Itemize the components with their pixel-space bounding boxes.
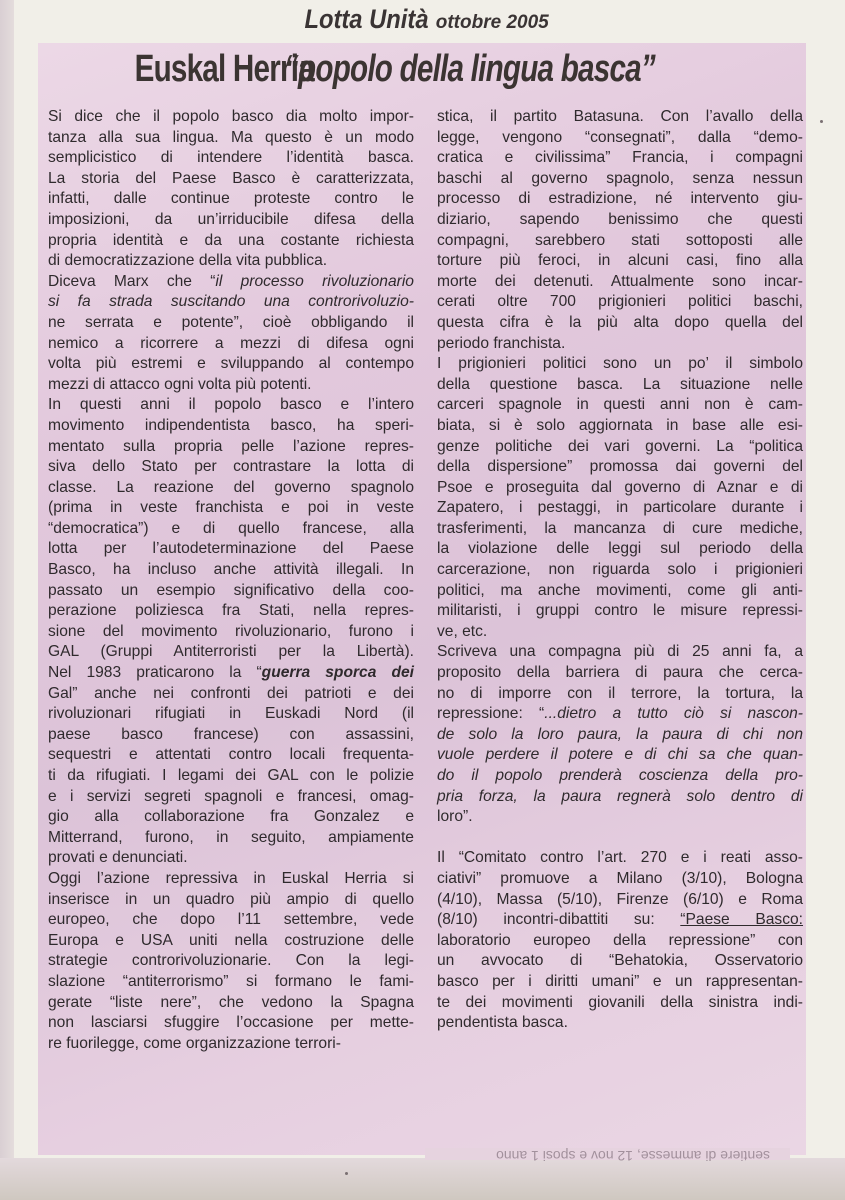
scan-speck: [345, 1172, 348, 1175]
text-run: Oggi l’azione repressiva in Euskal Herria si: [48, 869, 414, 887]
text-run: imposizioni, da un’irriducibile difesa della: [48, 210, 414, 228]
article-line: [437, 684, 803, 705]
article-line: [48, 189, 414, 210]
article-line: [48, 395, 414, 416]
article-line: [437, 519, 803, 540]
text-run: tanza alla sua lingua. Ma questo è un modo: [48, 128, 414, 146]
article-line: [48, 457, 414, 478]
text-run: anche nei confronti dei patrioti e dei: [77, 684, 414, 702]
notice-line: [437, 993, 803, 1014]
article-line: [48, 498, 414, 519]
text-run: (prima in veste franchista e poi in veste: [48, 499, 414, 517]
text-run: diziario, sapendo benissimo che questi: [437, 210, 803, 228]
text-run: ve, etc.: [437, 622, 488, 640]
article-line: [48, 1013, 414, 1034]
article-line: [48, 704, 414, 725]
article-line: [48, 622, 414, 643]
article-line: [437, 725, 803, 746]
text-run: Europa e USA uniti nella costruzione delle: [48, 931, 414, 949]
article-line: [437, 642, 803, 663]
notice-line: [437, 1013, 803, 1034]
article-line: [437, 663, 803, 684]
text-run: Il “Comitato contro l’art. 270 e i reati asso-: [437, 849, 803, 867]
notice-line: [437, 972, 803, 993]
article-line: [437, 787, 803, 808]
article-line: [48, 272, 414, 293]
article-line: [48, 972, 414, 993]
text-run: “democratica”) e di quello francese, alla: [48, 519, 414, 537]
article-line: [437, 704, 803, 725]
paragraph-gap: [437, 828, 803, 849]
text-run: Si dice che il popolo basco dia molto impor-: [48, 108, 414, 125]
article-line: [437, 128, 803, 149]
article-line: [437, 807, 803, 828]
text-run: loro: [437, 808, 464, 826]
notice-line: [437, 848, 803, 869]
text-run: non lasciarsi sfuggire l’occasione per mette-: [48, 1014, 414, 1032]
text-run: ...dietro a tutto ciò si nascon-: [544, 705, 804, 723]
text-run: proposito della barriera di paura che cerca-: [437, 664, 803, 682]
article-line: [48, 375, 414, 396]
text-run: semplicistico di intendere l’identità basca.: [48, 149, 414, 167]
text-run: re fuorilegge, come organizzazione terrori-: [48, 1034, 341, 1052]
notice-line: [437, 951, 803, 972]
text-run: morte dei detenuti. Attualmente sono incar-: [437, 272, 803, 290]
text-run: (8/10) incontri-dibattiti su:: [437, 911, 681, 929]
scan-bottom-edge: [0, 1158, 845, 1200]
text-run: si fa strada suscitando una controrivoluzio-: [48, 293, 414, 311]
article-line: [437, 601, 803, 622]
text-run: biata, si è solo aggiornata in base alle esi-: [437, 416, 803, 434]
text-run: I prigionieri politici sono un po’ il simbolo: [437, 355, 803, 373]
text-run: vuole perdere il potere e di chi sa che quan-: [437, 746, 803, 764]
text-run: La storia del Paese Basco è caratterizzata,: [48, 169, 414, 187]
text-run: militaristi, i gruppi contro le misure repressi-: [437, 602, 803, 620]
text-run: compagni, sarebbero stati sottoposti alle: [437, 231, 803, 249]
article-line: [437, 416, 803, 437]
text-run: carceri spagnole in questi anni non è cam-: [437, 396, 803, 414]
text-run: ciativi” promuove a Milano (3/10), Bologna: [437, 869, 803, 887]
article-line: [437, 107, 803, 128]
text-run: provati e denunciati.: [48, 849, 188, 867]
text-run: passato un esempio significativo della coo-: [48, 581, 414, 599]
article-line: [437, 395, 803, 416]
text-run: Nel 1983 praticarono la “: [48, 664, 262, 682]
text-run: pria forza, la paura regnerà solo dentro di: [437, 787, 803, 805]
page-header: [0, 4, 845, 35]
text-run: siva dello Stato per contrastare la lotta di: [48, 458, 414, 476]
text-run: de solo la loro paura, la paura di chi non: [437, 725, 803, 743]
article-line: [48, 951, 414, 972]
text-run: te dei movimenti giovanili della sinistra indi-: [437, 993, 803, 1011]
article-line: [437, 745, 803, 766]
text-run: baschi al governo spagnolo, senza nessun: [437, 169, 803, 187]
article-line: [437, 478, 803, 499]
article-line: [48, 663, 414, 684]
text-run: “Paese Basco:: [680, 911, 804, 929]
article-line: [48, 519, 414, 540]
article-line: [437, 210, 803, 231]
article-line: [437, 251, 803, 272]
text-run: Diceva Marx che “: [48, 272, 216, 290]
text-run: (4/10), Massa (5/10), Firenze (6/10) e Roma: [437, 890, 803, 908]
text-run: carcerazione, non riguarda solo i prigionieri: [437, 561, 803, 579]
article-line: [48, 910, 414, 931]
text-run: mentato sulla propria pelle l’azione repres-: [48, 437, 414, 455]
article-line: [437, 375, 803, 396]
article-line: [48, 231, 414, 252]
article-line: [48, 828, 414, 849]
text-run: della dispersione” promossa dai governi del: [437, 458, 803, 476]
article-line: [437, 334, 803, 355]
text-run: la violazione delle leggi sul periodo della: [437, 540, 803, 558]
notice-line: [437, 869, 803, 890]
article-line: [48, 313, 414, 334]
article-line: [48, 292, 414, 313]
article-line: [48, 210, 414, 231]
notice-line: [437, 890, 803, 911]
text-run: il processo rivoluzionario: [215, 272, 414, 290]
text-run: ”, cioè obbligando il: [233, 313, 414, 331]
text-run: movimento indipendentista basco, ha speri-: [48, 416, 414, 434]
article-line: [437, 622, 803, 643]
article-line: [48, 437, 414, 458]
text-run: lotta per l’autodeterminazione del Paese: [48, 540, 414, 558]
headline-italic: “popolo della lingua basca”: [284, 48, 656, 90]
article-line: [48, 1034, 414, 1055]
text-run: un avvocato di “Behatokia, Osservatorio: [437, 952, 803, 970]
article-line: [48, 848, 414, 869]
text-run: volta più estremi e sviluppando al contempo: [48, 355, 414, 373]
text-run: guerra sporca dei: [261, 664, 414, 682]
notice-line: [437, 931, 803, 952]
text-run: perazione poliziesca fra Stati, nella repres-: [48, 602, 414, 620]
article-column-left: [48, 107, 414, 1054]
text-run: inserisce in un quadro più ampio di quello: [48, 890, 414, 908]
notice-line: [437, 910, 803, 931]
article-line: [437, 354, 803, 375]
article-line: [48, 169, 414, 190]
headline-main: Euskal Herria: [134, 48, 314, 90]
article-line: [48, 581, 414, 602]
text-run: nemico a ricorrere a mezzi di difesa ogni: [48, 334, 414, 352]
article-line: [48, 601, 414, 622]
text-run: classe. La reazione del governo spagnolo: [48, 478, 414, 496]
article-line: [48, 745, 414, 766]
text-run: Scriveva una compagna più di 25 anni fa, a: [437, 643, 803, 661]
article-line: [437, 766, 803, 787]
article-line: [48, 787, 414, 808]
text-run: ”.: [463, 808, 473, 826]
article-line: [437, 169, 803, 190]
text-run: con: [755, 931, 803, 949]
article-line: [48, 478, 414, 499]
article-line: [437, 437, 803, 458]
text-run: sione del movimento rivoluzionario, furono i: [48, 622, 414, 640]
text-run: ti da rifugiati. I legami dei GAL con le polizie: [48, 767, 414, 784]
text-run: Basco, ha incluso anche attività illegali. In: [48, 561, 414, 579]
scan-speck: [820, 120, 823, 123]
text-run: legge, vengono “consegnati”, dalla “demo-: [437, 128, 803, 146]
article-line: [437, 292, 803, 313]
text-run: ne serrata e potente: [48, 313, 234, 331]
text-run: sequestri e attentati contro locali frequenta-: [48, 746, 414, 764]
article-line: [437, 581, 803, 602]
text-run: do il popolo prenderà coscienza della pro-: [437, 767, 803, 784]
article-line: [437, 539, 803, 560]
text-run: gerate “liste nere”, che vedono la Spagna: [48, 993, 414, 1011]
article-line: [48, 766, 414, 787]
text-run: della questione basca. La situazione nelle: [437, 375, 803, 393]
text-run: processo di estradizione, né intervento giu-: [437, 190, 803, 208]
text-run: e i servizi segreti spagnoli e francesi, omag-: [48, 787, 414, 805]
scan-left-edge: [0, 0, 14, 1200]
text-run: Gal”: [48, 684, 78, 702]
article-line: [48, 251, 414, 272]
text-run: europeo, che dopo l’11 settembre, vede: [48, 911, 414, 929]
text-run: gio alla collaborazione fra Gonzalez e: [48, 808, 414, 826]
bleed-through-text: sentiere di ammesse, 12 nov e sposi 1 anno: [496, 1148, 770, 1164]
article-line: [48, 684, 414, 705]
event-notice: [437, 848, 803, 1033]
text-run: propria identità e da una costante richiesta: [48, 231, 414, 249]
text-run: strategie controrivoluzionarie. Con la legi-: [48, 952, 414, 970]
text-run: torture più feroci, in alcuni casi, fino alla: [437, 252, 803, 270]
article-line: [48, 128, 414, 149]
article-line: [48, 890, 414, 911]
text-run: basco per i diritti umani” e un rappresentan-: [437, 972, 803, 990]
article-line: [48, 354, 414, 375]
text-run: repressione: “: [437, 705, 545, 723]
issue-date: ottobre 2005: [435, 12, 549, 33]
text-run: pendentista basca.: [437, 1014, 568, 1032]
article-line: [48, 416, 414, 437]
masthead: Lotta Unità: [304, 4, 429, 34]
article-line: [437, 498, 803, 519]
text-run: politici, ma anche movimenti, come gli anti-: [437, 581, 803, 599]
article-line: [48, 993, 414, 1014]
text-run: questa cifra è la più alta dopo quella del: [437, 313, 803, 331]
text-run: rivoluzionari rifugiati in Euskadi Nord (il: [48, 705, 414, 723]
article-line: [48, 869, 414, 890]
text-run: Psoe e proseguita dal governo di Aznar e di: [437, 478, 803, 496]
article-line: [48, 148, 414, 169]
text-run: slazione “antiterrorismo” si formano le fami-: [48, 972, 414, 990]
article-line: [437, 272, 803, 293]
article-line: [437, 560, 803, 581]
text-run: stica, il partito Batasuna. Con l’avallo della: [437, 108, 803, 125]
text-run: Zapatero, i pestaggi, in particolare durante i: [437, 499, 803, 517]
text-run: periodo franchista.: [437, 334, 566, 352]
article-line: [48, 560, 414, 581]
text-run: cerati oltre 700 prigionieri politici baschi,: [437, 293, 803, 311]
text-run: laboratorio europeo della repressione”: [437, 931, 756, 949]
article-line: [48, 807, 414, 828]
text-run: Mitterrand, furono, in seguito, ampiamente: [48, 828, 414, 846]
text-run: di democratizzazione della vita pubblica.: [48, 252, 328, 270]
article-line: [48, 107, 414, 128]
text-run: no di imporre con il terrore, la tortura, la: [437, 684, 803, 702]
article-line: [48, 334, 414, 355]
text-run: GAL (Gruppi Antiterroristi per la Libertà).: [48, 643, 414, 661]
text-run: In questi anni il popolo basco e l’intero: [48, 396, 414, 414]
article-column-right: [437, 107, 803, 1034]
article-line: [437, 313, 803, 334]
text-run: genze politiche dei vari governi. La “politica: [437, 437, 803, 455]
article-line: [48, 642, 414, 663]
article-line: [437, 231, 803, 252]
article-line: [48, 725, 414, 746]
article-line: [437, 457, 803, 478]
article-line: [48, 539, 414, 560]
article-headline: [38, 46, 806, 92]
text-run: paese basco francese) con assassini,: [48, 725, 414, 743]
article-line: [48, 931, 414, 952]
article-line: [437, 148, 803, 169]
text-run: trasferimenti, la mancanza di cure mediche,: [437, 519, 803, 537]
article-line: [437, 189, 803, 210]
text-run: infatti, dalle continue proteste contro le: [48, 190, 414, 208]
text-run: mezzi di attacco ogni volta più potenti.: [48, 375, 312, 393]
text-run: cratica e civilissima” Francia, i compagni: [437, 149, 803, 167]
